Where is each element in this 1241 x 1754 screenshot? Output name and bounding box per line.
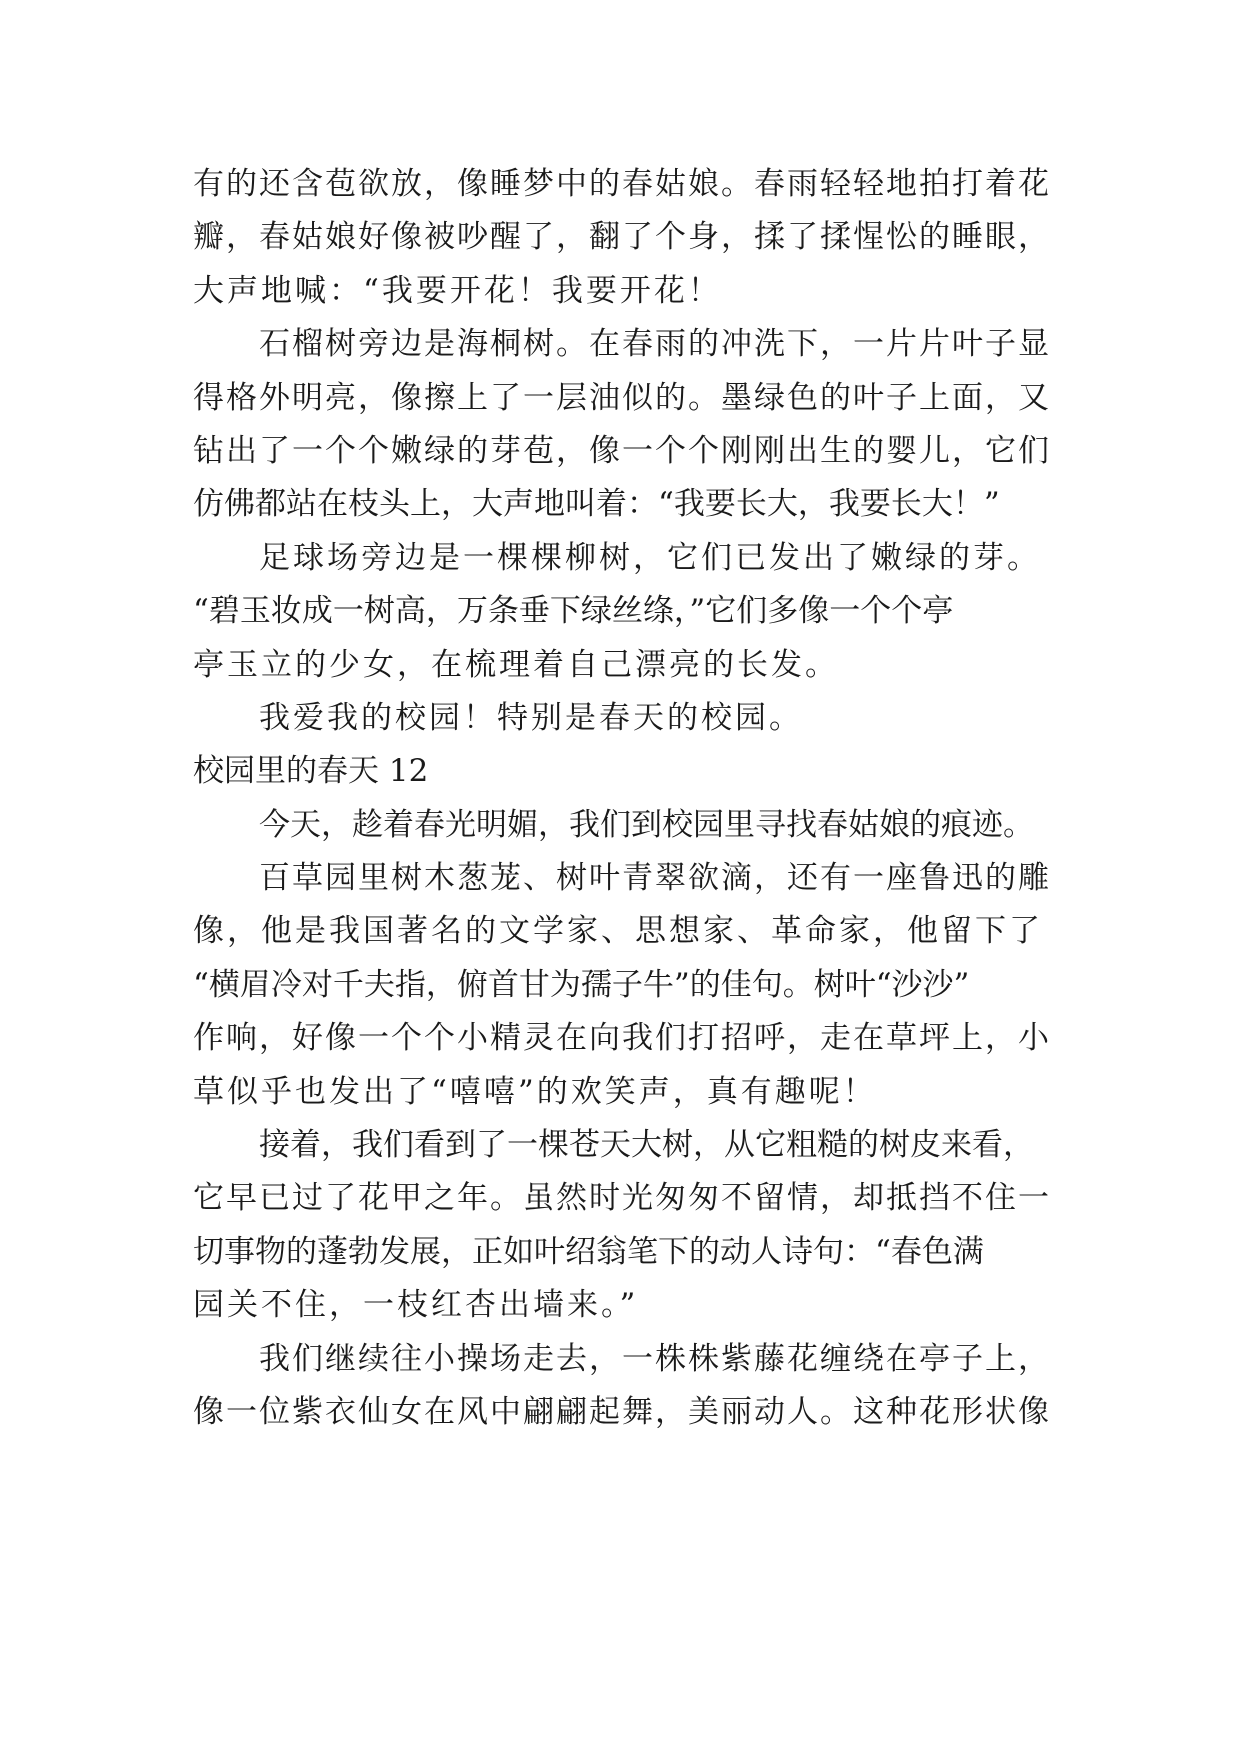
paragraph-start-line: 我们继续往小操场走去，一株株紫藤花缠绕在亭子上，: [259, 1340, 1051, 1377]
text-line: 得格外明亮，像擦上了一层油似的。墨绿色的叶子上面，又: [193, 379, 1051, 416]
text-line: 切事物的蓬勃发展，正如叶绍翁笔下的动人诗句：“春色满: [193, 1233, 984, 1270]
text-line: “碧玉妆成一树高，万条垂下绿丝绦，”它们多像一个个亭: [193, 593, 954, 630]
text-line: 园关不住，一枝红杏出墙来。”: [193, 1287, 639, 1324]
text-line: “横眉冷对千夫指，俯首甘为孺子牛”的佳句。树叶“沙沙”: [193, 966, 970, 1003]
paragraph-start-line: 足球场旁边是一棵棵柳树，它们已发出了嫩绿的芽。: [259, 539, 1041, 576]
paragraph-start-line: 百草园里树木葱茏、树叶青翠欲滴，还有一座鲁迅的雕: [259, 860, 1051, 897]
text-line: 钻出了一个个嫩绿的芽苞，像一个个刚刚出生的婴儿，它们: [193, 432, 1051, 469]
text-line: 仿佛都站在枝头上，大声地叫着：“我要长大，我要长大！”: [193, 486, 1000, 523]
text-line: 它早已过了花甲之年。虽然时光匆匆不留情，却抵挡不住一: [193, 1180, 1051, 1217]
text-line: 大声地喊：“我要开花！我要开花！: [193, 272, 722, 309]
text-line: 作响，好像一个个小精灵在向我们打招呼，走在草坪上，小: [193, 1020, 1051, 1057]
article-body: [193, 158, 1053, 1439]
text-line: 像一位紫衣仙女在风中翩翩起舞，美丽动人。这种花形状像: [193, 1393, 1051, 1430]
paragraph-start-line: 接着，我们看到了一棵苍天大树，从它粗糙的树皮来看，: [259, 1127, 1034, 1164]
paragraph-start-line: 我爱我的校园！特别是春天的校园。: [259, 699, 803, 736]
text-line: 草似乎也发出了“嘻嘻”的欢笑声，真有趣呢！: [193, 1073, 877, 1110]
paragraph-start-line: 石榴树旁边是海桐树。在春雨的冲洗下，一片片叶子显: [259, 326, 1051, 363]
section-title: 校园里的春天 12: [193, 753, 429, 790]
text-line: 像，他是我国著名的文学家、思想家、革命家，他留下了: [193, 913, 1043, 950]
text-line: 有的还含苞欲放，像睡梦中的春姑娘。春雨轻轻地拍打着花: [193, 166, 1051, 202]
paragraph-start-line: 今天，趁着春光明媚，我们到校园里寻找春姑娘的痕迹。: [259, 806, 1034, 843]
text-line: 亭玉立的少女，在梳理着自己漂亮的长发。: [193, 646, 839, 683]
text-line: 瓣，春姑娘好像被吵醒了，翻了个身，揉了揉惺忪的睡眼，: [193, 219, 1051, 256]
